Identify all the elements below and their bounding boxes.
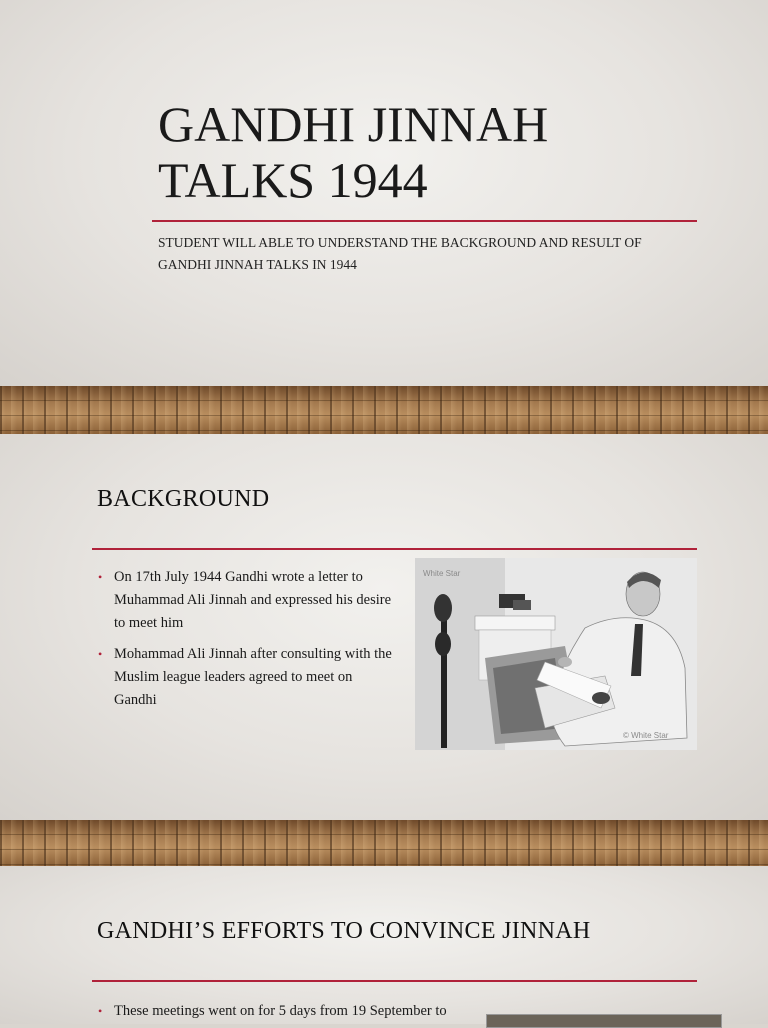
- title-divider: [152, 220, 697, 222]
- bullet-icon: •: [98, 647, 103, 661]
- wood-floor-divider: [0, 386, 768, 434]
- efforts-divider: [92, 980, 697, 982]
- slide-efforts: [0, 866, 768, 1024]
- title-line-1: GANDHI JINNAH: [158, 96, 549, 152]
- efforts-heading: GANDHI’S EFFORTS TO CONVINCE JINNAH: [97, 918, 591, 944]
- slide-subtitle: STUDENT WILL ABLE TO UNDERSTAND THE BACKGROUND AND RESULT OF GANDHI JINNAH TALKS IN 1944: [158, 235, 642, 272]
- slide-title-heading: [158, 96, 548, 208]
- efforts-bullet-list: [98, 1000, 488, 1024]
- slide-title: [0, 0, 768, 386]
- bullet-text: These meetings went on for 5 days from 19 September to: [114, 1003, 447, 1019]
- photo-watermark-top: White Star: [423, 569, 461, 578]
- jinnah-photo: [415, 558, 697, 750]
- background-heading: BACKGROUND: [97, 486, 270, 512]
- list-item: [98, 566, 398, 635]
- efforts-photo: [486, 1014, 722, 1028]
- background-divider: [92, 548, 697, 550]
- photo-watermark-bottom: © White Star: [623, 731, 669, 740]
- list-item: [98, 643, 398, 712]
- bullet-text: Mohammad Ali Jinnah after consulting with the Muslim league leaders agreed to meet on Gandhi: [114, 646, 392, 708]
- wood-floor-divider: [0, 820, 768, 866]
- list-item: [98, 1000, 488, 1023]
- background-bullet-list: [98, 566, 398, 720]
- bullet-icon: •: [98, 1004, 103, 1018]
- bullet-icon: •: [98, 570, 103, 584]
- bullet-text: On 17th July 1944 Gandhi wrote a letter to Muhammad Ali Jinnah and expressed his desire to meet him: [114, 569, 392, 631]
- jinnah-photo-illustration: [415, 558, 697, 750]
- title-line-2: TALKS 1944: [158, 152, 428, 208]
